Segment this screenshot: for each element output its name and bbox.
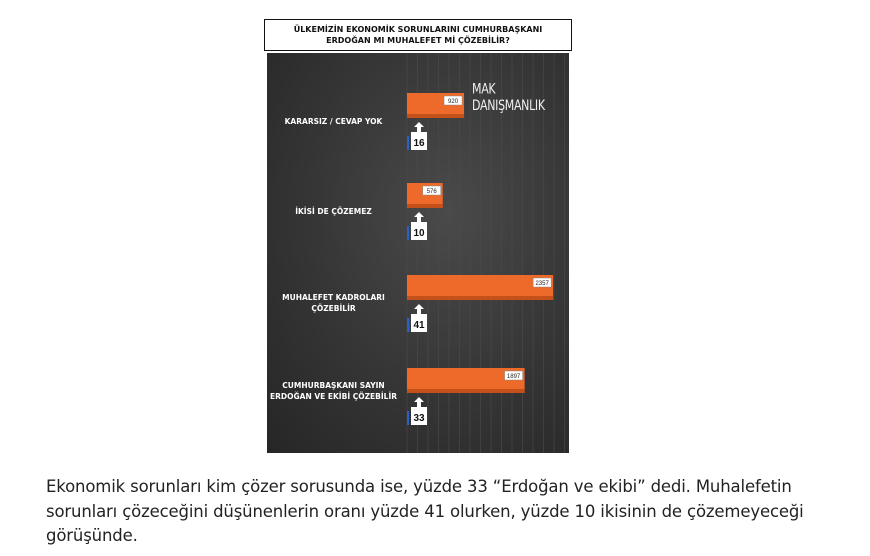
category-label: MUHALEFET KADROLARI ÇÖZEBİLİR: [282, 293, 385, 313]
orange-value-label: 1897: [506, 374, 521, 380]
blue-value-label: 41: [413, 320, 425, 331]
chart-title: ÜLKEMİZİN EKONOMİK SORUNLARINI CUMHURBAŞKANI ERDOĞAN MI MUHALEFET Mİ ÇÖZEBİLİR?: [293, 25, 543, 45]
orange-bar-shadow: [407, 296, 553, 300]
blue-bar: [407, 318, 410, 332]
article-caption: Ekonomik sorunları kim çözer sorusunda ise, yüzde 33 “Erdoğan ve ekibi” dedi. Muhalefetin sorunları çözeceğini düşünenlerin oranı yüzde 41 olurken, yüzde 10 ikisinin de çözemeyeceği görüşünde.: [46, 477, 804, 545]
orange-value-label: 920: [448, 99, 459, 105]
blue-value-label: 10: [413, 228, 425, 239]
blue-value-label: 16: [413, 138, 425, 149]
orange-bar-shadow: [407, 389, 525, 393]
callout-arrow-icon: [414, 122, 424, 132]
orange-bar-shadow: [407, 204, 443, 208]
callout-arrow-icon: [414, 304, 424, 314]
blue-bar: [407, 411, 409, 425]
category-label: İKİSİ DE ÇÖZEMEZ: [295, 206, 372, 216]
blue-bar: [407, 136, 409, 150]
callout-arrow-icon: [414, 397, 424, 407]
chart-title-box: [264, 19, 572, 51]
category-label: KARARSIZ / CEVAP YOK: [284, 116, 383, 126]
blue-value-label: 33: [413, 413, 425, 424]
chart-plot-area: [267, 53, 569, 453]
orange-bar-shadow: [407, 114, 464, 118]
watermark-brand: MAK DANIŞMANLIK: [472, 81, 545, 114]
chart-figure: [259, 15, 579, 455]
orange-value-label: 2357: [535, 281, 549, 287]
callout-arrow-icon: [414, 212, 424, 222]
blue-bar: [407, 226, 409, 240]
category-label: CUMHURBAŞKANI SAYIN ERDOĞAN VE EKİBİ ÇÖZEBİLİR: [269, 380, 398, 401]
orange-value-label: 576: [426, 189, 437, 195]
